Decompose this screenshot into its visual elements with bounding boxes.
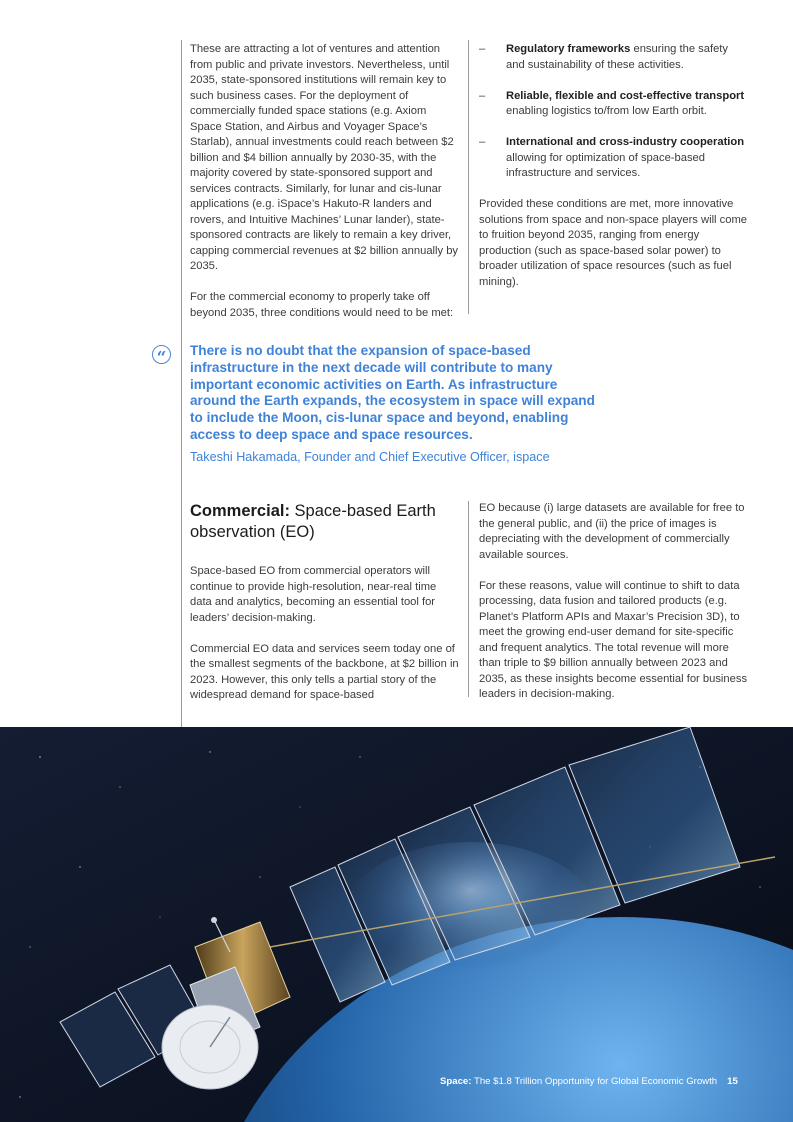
satellite-photo	[0, 727, 793, 1122]
list-item-heading: Reliable, flexible and cost-effective transport	[506, 89, 745, 102]
list-item-text: enabling logistics to/from low Earth orbit.	[506, 105, 707, 117]
page-footer: Space: The $1.8 Trillion Opportunity for Global Economic Growth 15	[440, 1076, 738, 1087]
top-right-column	[479, 42, 749, 306]
page-number: 15	[727, 1076, 738, 1087]
body-paragraph: Provided these conditions are met, more innovative solutions from space and non-space players will come to fruition beyond 2035, ranging from energy production (such as space-based solar power) to broader utilization of space resources (such as fuel mining).	[479, 198, 748, 288]
list-item-text: ensuring the safety and sustainability of these activities.	[506, 43, 728, 71]
bottom-column-divider	[468, 501, 469, 697]
list-item-heading: International and cross-industry cooperation	[506, 136, 745, 148]
pull-quote: There is no doubt that the expansion of space-based infrastructure in the next decade will contribute to many important economic activities on Earth. As infrastructure around the Earth expands, the ecosystem in space will expand to include the Moon, cis-lunar space and beyond, enabling access to deep space and space resources.	[190, 343, 595, 442]
body-paragraph: Commercial EO data and services seem today one of the smallest segments of the backbone, at $2 billion in 2023. However, this only tells a partial story of the widespread demand for space-based	[190, 642, 459, 701]
list-item: – Reliable, flexible and cost-effective transport enabling logistics to/from low Earth orbit.	[479, 89, 745, 117]
section-title: Commercial: Space-based Earth observation (EO)	[190, 502, 436, 541]
top-column-divider	[468, 40, 469, 314]
list-item-heading: Regulatory frameworks	[506, 43, 631, 55]
body-paragraph: EO because (i) large datasets are available for free to the general public, and (ii) the price of images is depreciating with the development of commercially available sources.	[479, 502, 745, 561]
section-right-column	[479, 501, 749, 718]
top-left-column	[190, 42, 460, 337]
list-item: – Regulatory frameworks ensuring the safety and sustainability of these activities.	[479, 43, 728, 71]
conditions-list	[479, 42, 749, 182]
body-paragraph: For the commercial economy to properly take off beyond 2035, three conditions would need to be met:	[190, 291, 454, 319]
body-paragraph: For these reasons, value will continue to shift to data processing, data fusion and tailored products (e.g. Planet’s Platform APIs and Maxar’s Precision 3D), to meet the growing end-user demand for site-specific and frequent analytics. The total revenue will more than triple to $9 billion annually between 2023 and 2035, as these insights become essential for business leaders in decision-making.	[479, 579, 748, 700]
quote-icon: “	[152, 345, 171, 364]
list-item: – International and cross-industry cooperation allowing for optimization of space-based infrastructure and services.	[479, 136, 745, 179]
list-item-text: allowing for optimization of space-based infrastructure and services.	[506, 151, 705, 179]
section-left-column	[190, 564, 460, 719]
quote-attribution: Takeshi Hakamada, Founder and Chief Executive Officer, ispace	[190, 450, 550, 464]
left-margin-rule	[181, 40, 182, 727]
body-paragraph: Space-based EO from commercial operators will continue to provide high-resolution, near-real time data and analytics, becoming an essential tool for leaders’ decision-making.	[190, 565, 437, 624]
body-paragraph: These are attracting a lot of ventures and attention from public and private investors. Nevertheless, until 2035, state-sponsored institutions will remain key to such business cases. For the deployment of commercially funded space stations (e.g. Axiom Space Station, and Airbus and Voyager Space’s Starlab), annual investments could reach between $2 billion and $4 billion annually by 2030-35, with the majority covered by state-sponsored support and services contracts. Similarly, for lunar and cis-lunar applications (e.g. iSpace’s Hakuto-R landers and rovers, and Intuitive Machines’ Lunar lander), state-sponsored contracts are likely to remain a key driver, capping commercial revenues at $2 billion annually by 2035.	[190, 43, 459, 272]
